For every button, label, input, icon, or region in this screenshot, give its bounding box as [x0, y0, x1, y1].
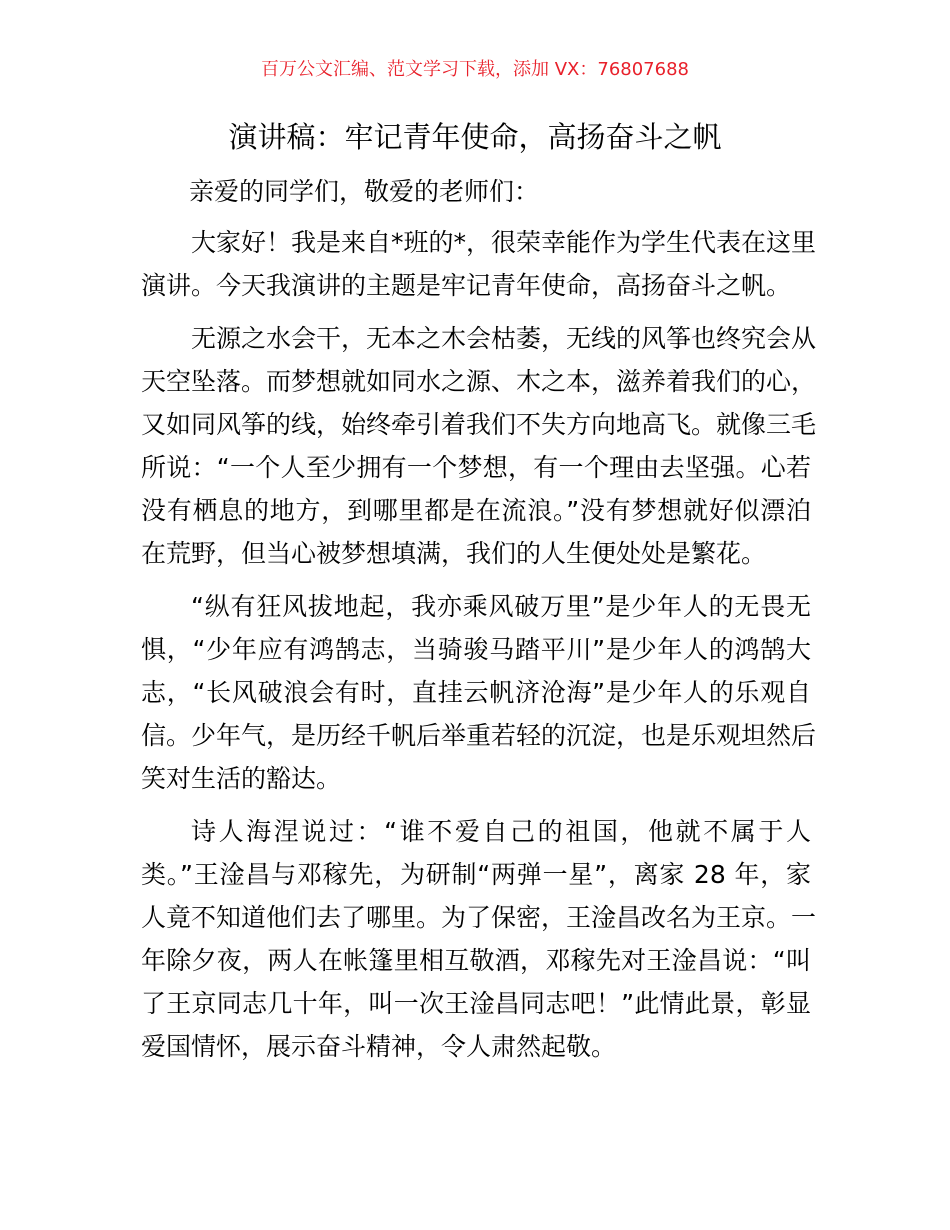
paragraph-line: 大家好！我是来自*班的*，很荣幸能作为学生代表在这里 — [191, 228, 817, 257]
salutation: 亲爱的同学们，敬爱的老师们： — [189, 177, 540, 206]
salutation-paragraph — [141, 170, 811, 213]
paragraph-line: 爱国情怀，展示奋斗精神，令人肃然起敬。 — [141, 1032, 617, 1061]
paragraph-line: 又如同风筝的线，始终牵引着我们不失方向地高飞。就像三毛 — [141, 410, 817, 439]
paragraph — [141, 317, 817, 575]
paragraph-line: 演讲。今天我演讲的主题是牢记青年使命，高扬奋斗之帆。 — [141, 271, 792, 300]
paragraph-line: 天空坠落。而梦想就如同水之源、木之本，滋养着我们的心， — [141, 367, 817, 396]
paragraph-line: 笑对生活的豁达。 — [141, 764, 342, 793]
watermark-header: 百万公文汇编、范文学习下载，添加 VX：76807688 — [261, 59, 689, 80]
paragraph — [141, 810, 817, 1068]
paragraph-line: 了王京同志几十年，叫一次王淦昌同志吧！”此情此景，彰显 — [141, 989, 811, 1018]
paragraph — [141, 585, 817, 800]
paragraph-line: 诗人海涅说过：“谁不爱自己的祖国，他就不属于人 — [191, 817, 811, 846]
paragraph — [141, 221, 817, 307]
paragraph-line: 所说：“一个人至少拥有一个梦想，有一个理由去坚强。心若 — [141, 453, 811, 482]
paragraph-line: 类。”王淦昌与邓稼先，为研制“两弹一星”，离家 28 年，家 — [141, 860, 811, 889]
paragraph-line: 没有栖息的地方，到哪里都是在流浪。”没有梦想就好似漂泊 — [141, 496, 811, 525]
paragraph-line: 人竟不知道他们去了哪里。为了保密，王淦昌改名为王京。一 — [141, 903, 817, 932]
paragraph-line: 惧，“少年应有鸿鹄志，当骑骏马踏平川”是少年人的鸿鹄大 — [141, 635, 811, 664]
paragraph-line: “纵有狂风拔地起，我亦乘风破万里”是少年人的无畏无 — [191, 592, 811, 621]
paragraph-line: 信。少年气，是历经千帆后举重若轻的沉淀，也是乐观坦然后 — [141, 721, 817, 750]
paragraph-line: 志，“长风破浪会有时，直挂云帆济沧海”是少年人的乐观自 — [141, 678, 811, 707]
paragraph-line: 无源之水会干，无本之木会枯萎，无线的风筝也终究会从 — [191, 324, 817, 353]
paragraph-line: 在荒野，但当心被梦想填满，我们的人生便处处是繁花。 — [141, 539, 767, 568]
document-title: 演讲稿：牢记青年使命，高扬奋斗之帆 — [228, 120, 722, 154]
document-body — [141, 170, 817, 1078]
paragraph-line: 年除夕夜，两人在帐篷里相互敬酒，邓稼先对王淦昌说：“叫 — [141, 946, 811, 975]
